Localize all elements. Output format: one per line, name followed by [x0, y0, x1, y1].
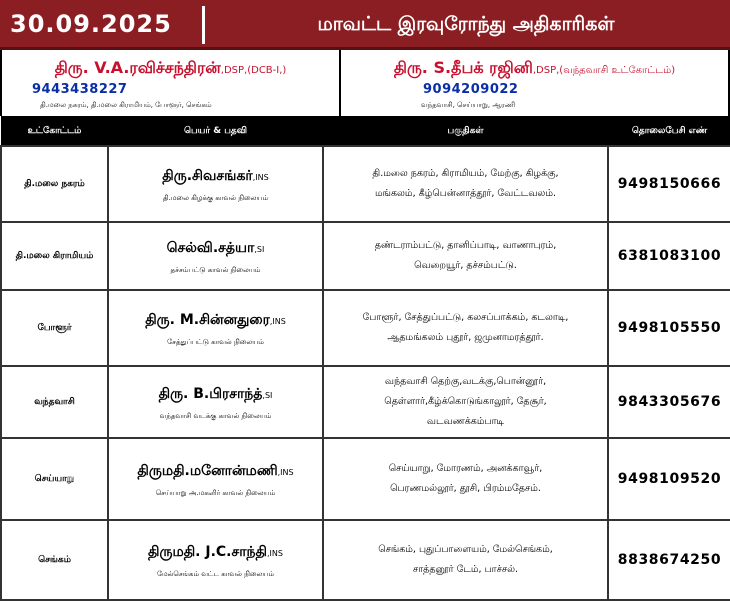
phone-cell: 8838674250	[608, 520, 730, 600]
officer-rank: ,SI	[254, 244, 265, 254]
table-row	[1, 222, 730, 290]
area-line: ஆதமங்கலம் புதூர், ஜமுனாமரத்தூர்.	[387, 332, 544, 343]
officer-area: வந்தவாசி, செய்யாறு, ஆரணி	[421, 101, 516, 109]
officer-cell	[108, 146, 323, 222]
phone-cell: 9843305676	[608, 366, 730, 438]
area-line: தண்டராம்பட்டு, தானிப்பாடி, வாணாபுரம்,	[374, 240, 557, 251]
area-line: போளூர், சேத்துப்பட்டு, கலசப்பாக்கம், கடலாடி,	[362, 312, 569, 323]
table-row	[1, 290, 730, 366]
officer-name: திரு. B.பிரசாந்த்,SI	[158, 385, 273, 402]
area-line: வடவணக்கம்பாடி	[426, 416, 505, 427]
officer-area: தி.மலை நகரம், தி.மலை கிராமியம், போளூர், செங்கம்	[40, 101, 212, 109]
police-station: செய்யாறு அ.மகளிர் காவல் நிலையம்	[155, 488, 276, 497]
officer-rank: ,INS	[277, 467, 294, 477]
header-bar	[0, 0, 730, 50]
officer-card-left	[2, 50, 341, 116]
officer-rank: ,DSP,(வந்தவாசி உட்கோட்டம்)	[532, 65, 676, 76]
areas-cell	[323, 290, 608, 366]
police-station: மேல்செங்கம் வட்ட காவல் நிலையம்	[156, 569, 274, 578]
officer-name: திரு. S.தீபக் ரஜினி,DSP,(வந்தவாசி உட்கோட்டம்)	[393, 58, 676, 77]
phone-cell: 9498105550	[608, 290, 730, 366]
patrol-table	[0, 116, 730, 601]
areas-cell	[323, 222, 608, 290]
police-station: வந்தவாசி வடக்கு காவல் நிலையம்	[159, 411, 272, 420]
areas-cell	[323, 146, 608, 222]
table-row	[1, 366, 730, 438]
officer-card-right	[341, 50, 728, 116]
area-line: பெரணமல்லூர், தூசி, பிரம்மதேசம்.	[390, 483, 541, 494]
police-station: தச்சம்பட்டு காவல் நிலையம்	[170, 265, 261, 274]
officer-cell	[108, 366, 323, 438]
areas-cell	[323, 520, 608, 600]
officer-name: திரு. M.சின்னதுரை,INS	[145, 311, 286, 328]
column-header-subdivision: உட்கோட்டம்	[1, 117, 108, 147]
officer-phone: 9443438227	[32, 82, 128, 97]
officer-cell	[108, 438, 323, 520]
area-line: செங்கம், புதுப்பாளையம், மேல்செங்கம்,	[378, 544, 553, 555]
officer-rank: ,SI	[262, 390, 273, 400]
officer-rank: ,INS	[267, 548, 283, 558]
officer-phone: 9094209022	[423, 82, 519, 97]
officer-name: திரு. V.A.ரவிச்சந்திரன்,DSP,(DCB-I,)	[54, 58, 287, 77]
supervising-officers	[0, 50, 730, 116]
police-station: தி.மலை கிழக்கு காவல் நிலையம்	[162, 193, 269, 202]
areas-cell	[323, 366, 608, 438]
officer-cell	[108, 222, 323, 290]
officer-rank: ,DSP,(DCB-I,)	[220, 65, 287, 76]
table-header-row	[1, 117, 730, 147]
subdivision-cell: தி.மலை நகரம்	[1, 146, 108, 222]
table-row	[1, 520, 730, 600]
area-line: வெறையூர், தச்சம்பட்டு.	[414, 260, 517, 271]
area-line: செய்யாறு, மோரணம், அனக்காவூர்,	[388, 463, 543, 474]
phone-cell: 9498109520	[608, 438, 730, 520]
officer-cell	[108, 290, 323, 366]
subdivision-cell: வந்தவாசி	[1, 366, 108, 438]
officer-rank: ,INS	[269, 316, 286, 326]
column-header-phone: தொலைபேசி எண்	[608, 117, 730, 147]
officer-cell	[108, 520, 323, 600]
officer-name: திருமதி.மனோன்மணி,INS	[137, 462, 294, 479]
area-line: சாத்தனூர் டேம், பாச்சல்.	[412, 564, 519, 575]
officer-rank: ,INS	[252, 172, 269, 182]
officer-name: செல்வி.சத்யா,SI	[166, 239, 265, 256]
subdivision-cell: போளூர்	[1, 290, 108, 366]
area-line: வந்தவாசி தெற்கு,வடக்கு,பொன்னூர்,	[384, 376, 547, 387]
area-line: தி.மலை நகரம், கிராமியம், மேற்கு, கிழக்கு,	[372, 168, 559, 179]
table-row	[1, 438, 730, 520]
subdivision-cell: தி.மலை கிராமியம்	[1, 222, 108, 290]
phone-cell: 9498150666	[608, 146, 730, 222]
subdivision-cell: செய்யாறு	[1, 438, 108, 520]
officer-name: திரு.சிவசங்கர்,INS	[162, 167, 269, 184]
table-row	[1, 146, 730, 222]
page-title: மாவட்ட இரவுரோந்து அதிகாரிகள்	[317, 13, 615, 35]
area-line: தெள்ளார்,கீழ்க்கொடுங்காலூர், தேசூர்,	[384, 396, 547, 407]
column-header-officer: பெயர் & பதவி	[108, 117, 323, 147]
header-divider	[202, 6, 205, 44]
column-header-areas: பகுதிகள்	[323, 117, 608, 147]
officer-name: திருமதி. J.C.சாந்தி,INS	[148, 543, 283, 560]
area-line: மங்கலம், கீழ்பென்னாத்தூர், வேட்டவலம்.	[375, 188, 556, 199]
date-label: 30.09.2025	[10, 10, 172, 38]
areas-cell	[323, 438, 608, 520]
subdivision-cell: செங்கம்	[1, 520, 108, 600]
phone-cell: 6381083100	[608, 222, 730, 290]
police-station: சேத்துப்பட்டு காவல் நிலையம்	[167, 337, 264, 346]
